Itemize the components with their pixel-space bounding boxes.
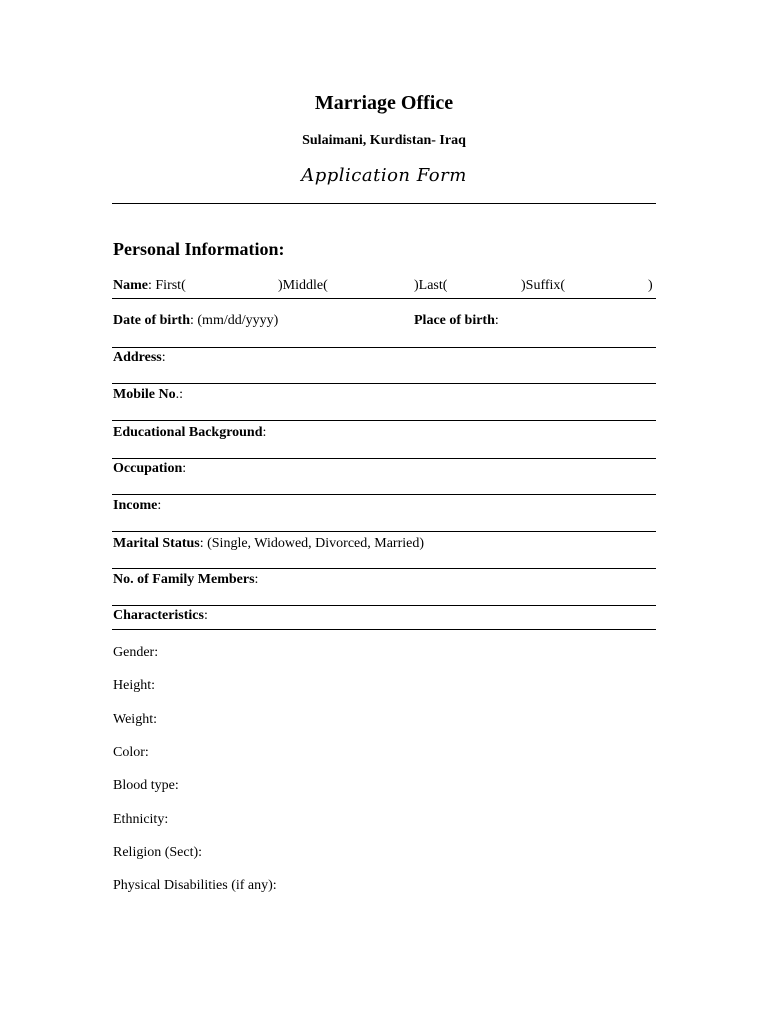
marital-status-field: Marital Status: (Single, Widowed, Divorced, Married) [113, 536, 425, 551]
form-title: Marriage Office [314, 92, 454, 114]
address-field: Address: [113, 350, 166, 365]
weight-label: Weight: [113, 712, 157, 727]
suffix-label: )Suffix( [521, 278, 566, 293]
gender-label: Gender: [113, 645, 159, 660]
date-of-birth-label: Date of birth: (mm/dd/yyyy) [113, 313, 279, 328]
field-divider [112, 605, 656, 606]
ethnicity-label: Ethnicity: [113, 812, 169, 827]
mobile-field: Mobile No.: [113, 387, 183, 402]
field-divider [112, 531, 656, 532]
field-divider [112, 298, 656, 299]
field-divider [112, 494, 656, 495]
field-divider [112, 347, 656, 348]
height-label: Height: [113, 678, 155, 693]
income-field: Income: [113, 498, 162, 513]
occupation-field: Occupation: [113, 461, 187, 476]
characteristics-heading: Characteristics: [113, 608, 208, 623]
application-form-heading: Application Form [301, 165, 467, 186]
field-divider [112, 420, 656, 421]
religion-label: Religion (Sect): [113, 845, 203, 860]
form-location: Sulaimani, Kurdistan- Iraq [302, 133, 466, 148]
place-of-birth-label: Place of birth: [414, 313, 499, 328]
field-divider [112, 568, 656, 569]
blood-type-label: Blood type: [113, 778, 179, 793]
name-label: Name: First( [113, 278, 186, 293]
education-field: Educational Background: [113, 425, 267, 440]
physical-disabilities-label: Physical Disabilities (if any): [113, 878, 277, 893]
color-label: Color: [113, 745, 149, 760]
middle-name-label: )Middle( [278, 278, 328, 293]
section-heading: Personal Information: [113, 239, 285, 259]
field-divider [112, 458, 656, 459]
last-name-label: )Last( [414, 278, 448, 293]
suffix-close-paren: ) [648, 278, 653, 293]
header-divider [112, 203, 656, 204]
field-divider [112, 629, 656, 630]
field-divider [112, 383, 656, 384]
family-members-field: No. of Family Members: [113, 572, 259, 587]
